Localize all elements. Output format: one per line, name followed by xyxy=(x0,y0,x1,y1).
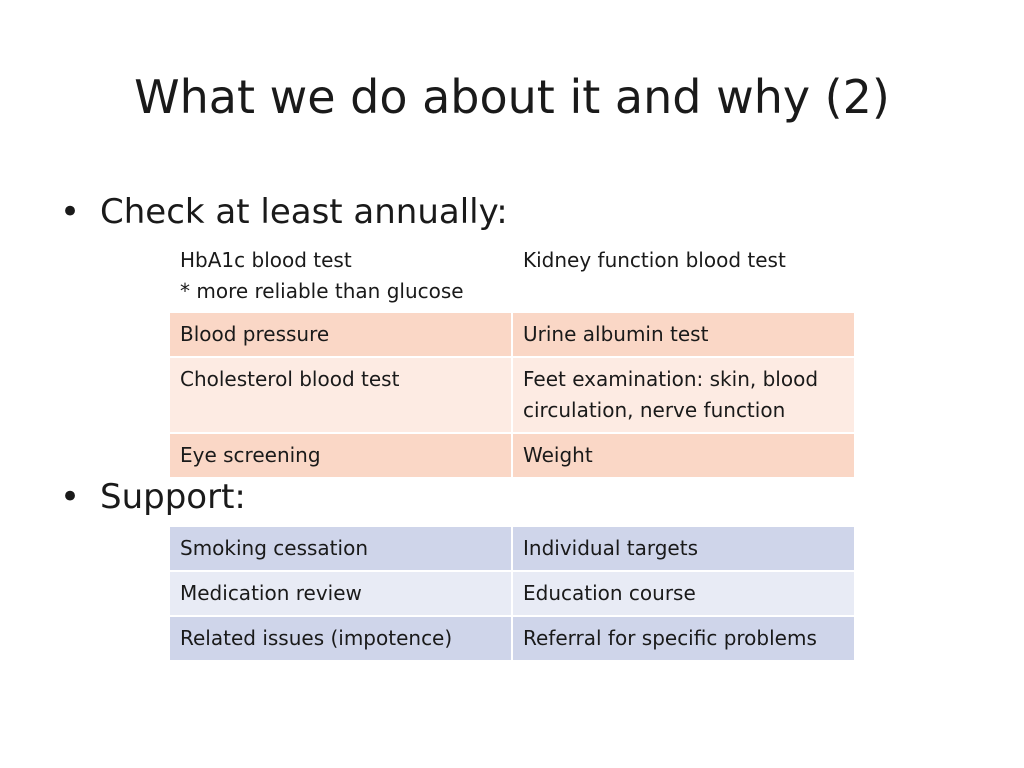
table-cell: Referral for specific problems xyxy=(512,616,854,661)
table-cell: Related issues (impotence) xyxy=(170,616,512,661)
support-table xyxy=(170,527,854,662)
table-row xyxy=(170,357,854,433)
cell-text: Feet examination: skin, blood xyxy=(523,367,819,391)
cell-text: HbA1c blood test xyxy=(180,248,352,272)
slide-title: What we do about it and why (2) xyxy=(134,70,890,124)
bullet-support xyxy=(60,475,246,519)
cell-text: * more reliable than glucose xyxy=(180,279,464,303)
table-cell: Eye screening xyxy=(170,433,512,478)
table-cell: Individual targets xyxy=(512,527,854,571)
table-row xyxy=(170,433,854,478)
table-cell: Blood pressure xyxy=(170,312,512,357)
table-cell xyxy=(170,244,512,312)
table-row xyxy=(170,312,854,357)
table-cell xyxy=(512,357,854,433)
table-cell: Medication review xyxy=(170,571,512,616)
cell-text: circulation, nerve function xyxy=(523,398,786,422)
bullet-dot: • xyxy=(60,192,81,232)
table-cell: Cholesterol blood test xyxy=(170,357,512,433)
bullet-dot: • xyxy=(60,477,81,517)
bullet-heading-support: Support: xyxy=(100,477,246,517)
check-annually-table xyxy=(170,244,854,479)
table-row xyxy=(170,571,854,616)
bullet-heading-check: Check at least annually: xyxy=(100,192,508,232)
table-cell: Education course xyxy=(512,571,854,616)
table-row xyxy=(170,616,854,661)
bullet-check-annually xyxy=(60,190,508,234)
table-row xyxy=(170,244,854,312)
table-row xyxy=(170,527,854,571)
table-cell xyxy=(512,244,854,312)
table-cell: Urine albumin test xyxy=(512,312,854,357)
table-cell: Weight xyxy=(512,433,854,478)
table-cell: Smoking cessation xyxy=(170,527,512,571)
cell-text: Kidney function blood test xyxy=(523,248,786,272)
